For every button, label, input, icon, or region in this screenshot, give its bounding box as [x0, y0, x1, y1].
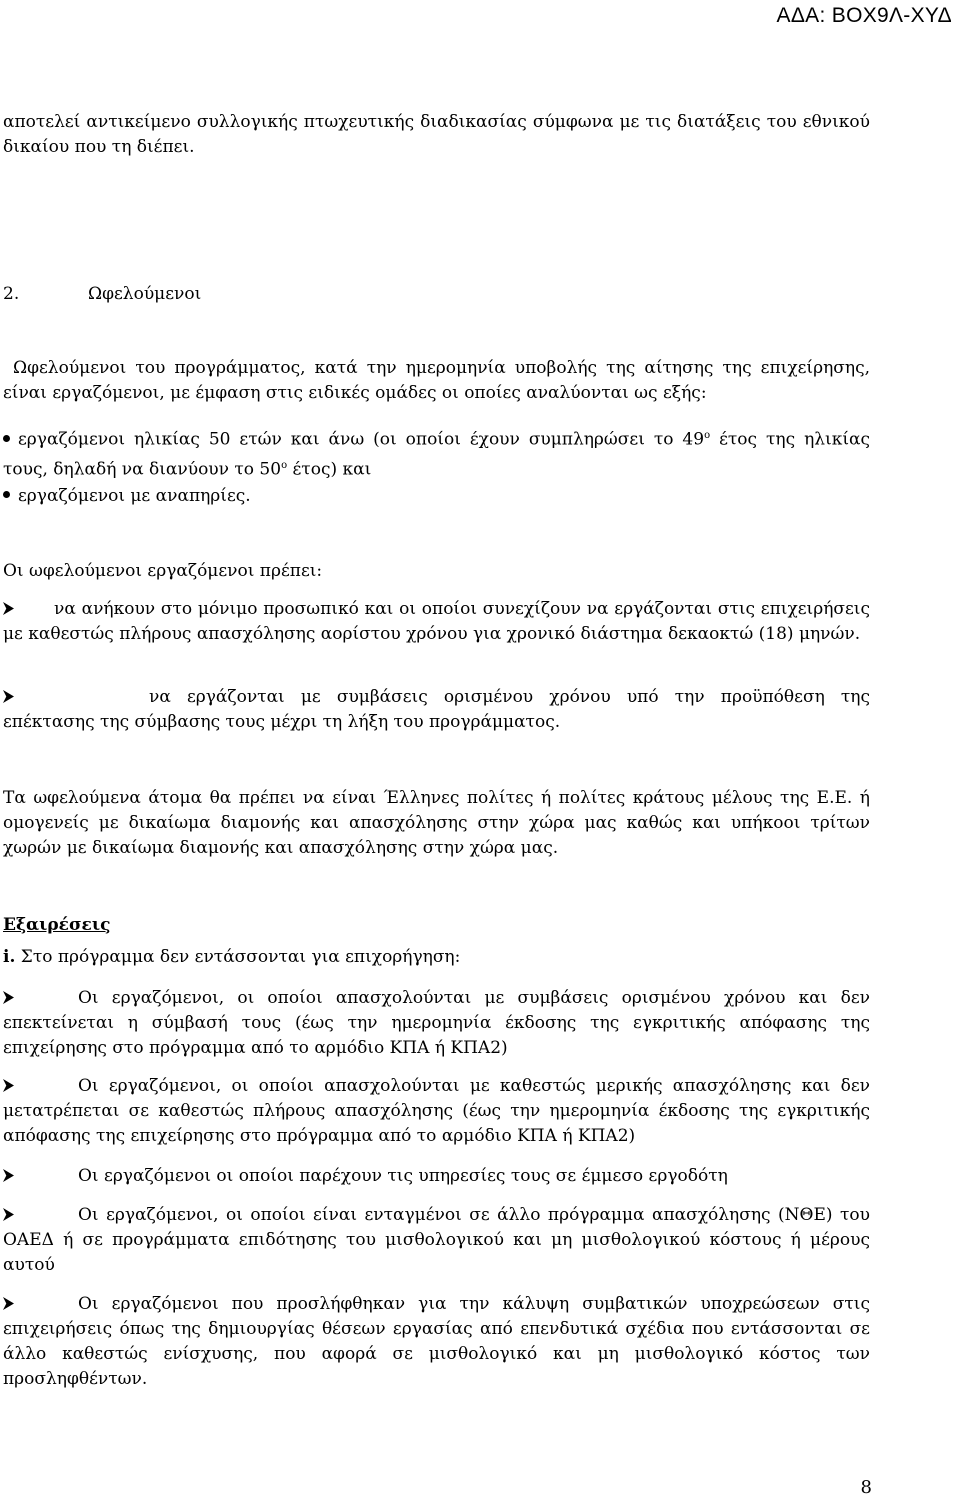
- bullet-icon: [3, 491, 10, 498]
- intro-paragraph: αποτελεί αντικείμενο συλλογικής πτωχευτικής διαδικασίας σύμφωνα με τις διατάξεις του εθνικού δικαίου που τη διέπει.: [3, 112, 870, 157]
- exclusions-subheading: i. Στο πρόγραμμα δεν εντάσσονται για επιχορήγηση:: [3, 947, 461, 967]
- arrow-bullet-icon: [3, 1079, 14, 1092]
- arrow-bullet-icon: [3, 690, 14, 703]
- arrow-bullet-icon: [3, 991, 14, 1004]
- bullet-icon: [3, 435, 10, 442]
- arrow-bullet-icon: [3, 602, 14, 615]
- section-number: 2.: [3, 284, 20, 304]
- list-item: Οι εργαζόμενοι οι οποίοι παρέχουν τις υπηρεσίες τους σε έμμεσο εργοδότη: [3, 1164, 870, 1189]
- ada-code: ΑΔΑ: ΒΟΧ9Λ-ΧΥΔ: [776, 4, 952, 27]
- section-title: Ωφελούμενοι: [88, 284, 202, 304]
- list-item: Οι εργαζόμενοι, οι οποίοι απασχολούνται με καθεστώς μερικής απασχόλησης και δεν μετατρέπεται σε καθεστώς πλήρους απασχόλησης (έως την ημερομηνία έκδοσης της εγκριτικής απόφασης της επιχείρησης στο πρόγραμμα από το αρμόδιο ΚΠΑ ή ΚΠΑ2): [3, 1076, 870, 1146]
- subheading-label: i.: [3, 947, 16, 967]
- section-intro: Ωφελούμενοι του προγράμματος, κατά την ημερομηνία υποβολής της αίτησης της επιχείρησης, είναι εργαζόμενοι, με έμφαση στις ειδικές ομάδες οι οποίες αναλύονται ως εξής:: [3, 358, 870, 403]
- list-item: εργαζόμενοι με αναπηρίες.: [3, 484, 870, 509]
- list-item: Οι εργαζόμενοι που προσλήφθηκαν για την κάλυψη συμβατικών υποχρεώσεων στις επιχειρήσεις όπως της δημιουργίας θέσεων εργασίας από επενδυτικά σχέδια που εντάσσονται σε άλλο καθεστώς ενίσχυσης, που αφορά σε μισθολογικό και μη μισθολογικό κόστος των προσληφθέντων.: [3, 1294, 870, 1389]
- list-item: εργαζόμενοι ηλικίας 50 ετών και άνω (οι οποίοι έχουν συμπληρώσει το $49^o$ έτος της ηλικίας τους, δηλαδή να διανύουν το $50^o$ έτος) και: [3, 429, 870, 480]
- section-heading: [3, 282, 201, 307]
- list-item: να εργάζονται με συμβάσεις ορισμένου χρόνου υπό την προϋπόθεση της επέκτασης της σύμβασης τους μέχρι τη λήξη του προγράμματος.: [3, 687, 870, 732]
- arrow-bullet-icon: [3, 1169, 14, 1182]
- page-number: 8: [860, 1477, 872, 1498]
- list-item: Οι εργαζόμενοι, οι οποίοι απασχολούνται με συμβάσεις ορισμένου χρόνου και δεν επεκτείνεται η σύμβασή τους (έως την ημερομηνία έκδοσης της εγκριτικής απόφασης της επιχείρησης στο πρόγραμμα από το αρμόδιο ΚΠΑ ή ΚΠΑ2): [3, 988, 870, 1058]
- must-intro: Οι ωφελούμενοι εργαζόμενοι πρέπει:: [3, 561, 323, 581]
- citizenship-paragraph: Τα ωφελούμενα άτομα θα πρέπει να είναι Έλληνες πολίτες ή πολίτες κράτους μέλους της Ε.Ε. ή ομογενείς με δικαίωμα διαμονής και απασχόλησης στην χώρα μας καθώς και υπήκοοι τρίτων χωρών με δικαίωμα διαμονής και απασχόλησης στην χώρα μας.: [3, 788, 870, 858]
- exclusions-title: Εξαιρέσεις: [3, 915, 111, 935]
- list-item: Οι εργαζόμενοι, οι οποίοι είναι ενταγμένοι σε άλλο πρόγραμμα απασχόλησης (ΝΘΕ) του ΟΑΕΔ ή σε προγράμματα επιδότησης του μισθολογικού και μη μισθολογικού κόστους ή μέρους αυτού: [3, 1205, 870, 1275]
- arrow-bullet-icon: [3, 1208, 14, 1221]
- arrow-bullet-icon: [3, 1297, 14, 1310]
- list-item: να ανήκουν στο μόνιμο προσωπικό και οι οποίοι συνεχίζουν να εργάζονται στις επιχειρήσεις με καθεστώς πλήρους απασχόλησης αορίστου χρόνου για χρονικό διάστημα δεκαοκτώ (18) μηνών.: [3, 599, 870, 644]
